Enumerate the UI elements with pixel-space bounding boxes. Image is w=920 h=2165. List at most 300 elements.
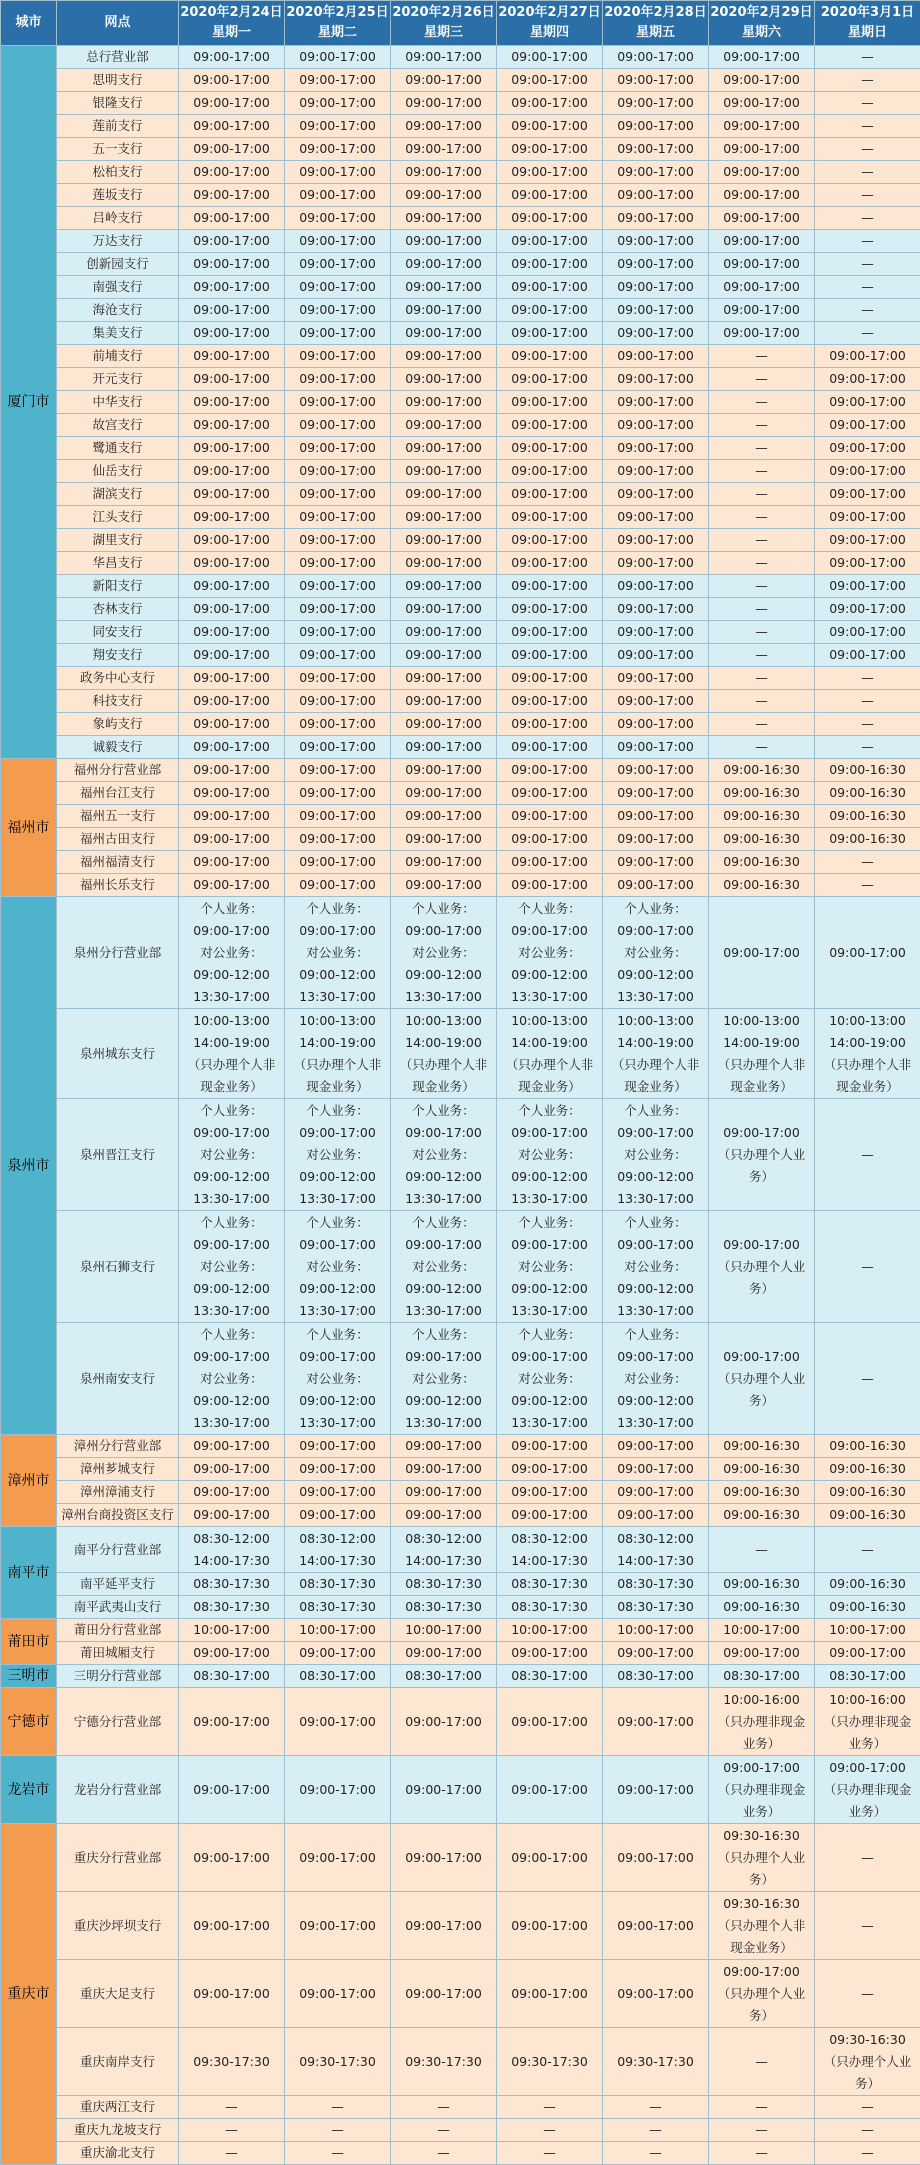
hours-line: 09:00-12:00 [392,964,495,986]
hours-line: 09:00-17:00 [392,874,495,896]
hours-closed [285,2142,391,2165]
branch-name: 南平分行营业部 [57,1527,179,1573]
hours-cell [391,1009,497,1099]
hours-cell [497,391,603,414]
hours-closed [709,621,815,644]
hours-line: 09:00-17:00 [180,483,283,505]
hours-line: 09:00-17:00 [392,184,495,206]
hours-line: 09:00-17:00 [180,253,283,275]
hours-line: 09:00-17:00 [180,828,283,850]
hours-closed [815,736,920,759]
hours-cell [391,1824,497,1892]
hours-line: 09:00-17:00 [710,322,813,344]
hours-line: 14:00-19:00 [392,1032,495,1054]
branch-name: 吕岭支行 [57,207,179,230]
hours-line: 09:00-17:00 [816,437,919,459]
table-row [1,552,920,575]
hours-line: 09:00-17:00 [604,851,707,873]
hours-line: 09:00-17:00 [286,920,389,942]
hours-line: 14:00-17:30 [286,1550,389,1572]
hours-closed [709,483,815,506]
hours-line: 09:00-17:00 [604,920,707,942]
hours-cell [391,1211,497,1323]
hours-line: 08:30-17:30 [498,1573,601,1595]
hours-line: 13:30-17:00 [498,986,601,1008]
hours-cell [179,414,285,437]
hours-line: 对公业务： [604,1144,707,1166]
hours-line: 08:30-17:00 [710,1665,813,1687]
hours-cell [391,782,497,805]
hours-line: 个人业务： [498,1212,601,1234]
hours-line: 09:00-17:00 [710,46,813,68]
hours-line: 09:00-17:00 [180,782,283,804]
hours-cell [179,828,285,851]
branch-name: 福州福清支行 [57,851,179,874]
branch-name: 漳州分行营业部 [57,1435,179,1458]
hours-cell [497,161,603,184]
hours-closed [815,1211,920,1323]
hours-cell [497,207,603,230]
hours-line: 09:30-17:30 [392,2051,495,2073]
hours-cell [391,368,497,391]
hours-line: 个人业务： [286,1100,389,1122]
hours-line: 09:00-17:00 [816,942,919,964]
hours-line: 对公业务： [392,1256,495,1278]
hours-line: 09:00-17:00 [286,529,389,551]
branch-name: 银隆支行 [57,92,179,115]
hours-closed [815,322,920,345]
hours-line: 对公业务： [498,942,601,964]
hours-cell [179,69,285,92]
branch-name: 同安支行 [57,621,179,644]
hours-line: 09:00-17:00 [286,1779,389,1801]
hours-cell [285,1435,391,1458]
hours-line: 14:00-19:00 [286,1032,389,1054]
hours-line: 09:00-17:00 [180,851,283,873]
hours-line: 09:00-17:00 [392,1234,495,1256]
hours-cell [285,828,391,851]
hours-cell [815,1756,920,1824]
hours-line: 个人业务： [286,1212,389,1234]
hours-line: 09:00-17:00 [604,552,707,574]
hours-cell [709,828,815,851]
hours-line: 14:00-19:00 [498,1032,601,1054]
hours-line: 09:00-17:00 [286,759,389,781]
hours-line: 14:00-19:00 [710,1032,813,1054]
hours-closed [709,345,815,368]
hours-cell [285,598,391,621]
hours-cell [391,1504,497,1527]
hours-line: 09:00-17:00 [180,1711,283,1733]
hours-cell [603,782,709,805]
hours-closed [179,2096,285,2119]
hours-cell [603,253,709,276]
hours-line: 09:00-17:00 [180,414,283,436]
hours-line: 09:00-17:00 [710,299,813,321]
hours-cell [285,1688,391,1756]
hours-line: 09:00-17:00 [286,874,389,896]
hours-line: 08:30-17:00 [498,1665,601,1687]
hours-line: — [604,2142,707,2164]
hours-line: 09:00-17:00 [710,115,813,137]
hours-cell [179,1619,285,1642]
hours-line: — [604,2119,707,2141]
hours-cell [815,414,920,437]
table-row [1,1009,920,1099]
hours-cell [497,1458,603,1481]
hours-cell [603,1435,709,1458]
hours-line: 09:00-17:00 [816,598,919,620]
hours-cell [285,1099,391,1211]
hours-line: 09:00-17:00 [286,644,389,666]
hours-line: — [604,2096,707,2118]
hours-line: 13:30-17:00 [286,1188,389,1210]
hours-line: 13:30-17:00 [392,1412,495,1434]
hours-line: 10:00-13:00 [286,1010,389,1032]
hours-line: — [710,414,813,436]
hours-line: 09:00-17:00 [604,1779,707,1801]
hours-line: 09:00-16:30 [816,782,919,804]
hours-cell [391,713,497,736]
hours-line: — [710,506,813,528]
hours-line: 09:00-17:00 [604,322,707,344]
branch-name: 南强支行 [57,276,179,299]
branch-name: 莲前支行 [57,115,179,138]
hours-line: （只办理个人非 [180,1054,283,1076]
hours-line: 09:00-17:00 [180,805,283,827]
hours-line: 09:00-17:00 [710,69,813,91]
hours-line: — [816,230,919,252]
hours-line: 务） [816,2073,919,2095]
hours-cell [709,230,815,253]
table-row [1,276,920,299]
hours-cell [179,897,285,1009]
hours-cell [497,483,603,506]
branch-name: 莆田城厢支行 [57,1642,179,1665]
hours-cell [179,1481,285,1504]
hours-line: 09:30-16:30 [710,1893,813,1915]
hours-cell [285,69,391,92]
hours-cell [391,1527,497,1573]
hours-line: 13:30-17:00 [604,1188,707,1210]
hours-cell [709,253,815,276]
hours-line: 08:30-17:30 [498,1596,601,1618]
branch-name: 莆田分行营业部 [57,1619,179,1642]
table-row [1,1435,920,1458]
hours-line: 09:00-17:00 [498,874,601,896]
hours-line: 09:00-17:00 [286,575,389,597]
hours-line: （只办理个人业 [816,2051,919,2073]
hours-line: 09:00-16:30 [710,1596,813,1618]
hours-line: 09:00-17:00 [604,299,707,321]
hours-line: 09:00-16:30 [816,1573,919,1595]
hours-line: 09:00-17:00 [286,828,389,850]
hours-line: 09:00-17:00 [392,299,495,321]
table-row [1,1527,920,1573]
header-date: 2020年2月24日 [180,5,282,20]
hours-cell [391,667,497,690]
header-city: 城市 [1,1,57,46]
city-cell: 宁德市 [1,1688,57,1756]
hours-cell [285,391,391,414]
table-row [1,1211,920,1323]
hours-line: 09:00-17:00 [180,621,283,643]
hours-line: 09:00-17:00 [604,1481,707,1503]
hours-line: 09:00-17:00 [180,276,283,298]
hours-line: 09:00-17:00 [180,598,283,620]
hours-line: 09:00-17:00 [710,138,813,160]
hours-line: 09:00-17:00 [392,391,495,413]
hours-line: 10:00-17:00 [392,1619,495,1641]
hours-cell [179,1642,285,1665]
hours-line: 09:00-17:00 [498,460,601,482]
hours-cell [179,667,285,690]
hours-line: 09:00-17:00 [180,529,283,551]
branch-name: 福州分行营业部 [57,759,179,782]
table-row [1,1573,920,1596]
hours-cell [391,460,497,483]
hours-cell [391,345,497,368]
hours-line: （只办理非现金 [710,1711,813,1733]
hours-cell [391,851,497,874]
hours-line: 对公业务： [498,1144,601,1166]
branch-name: 仙岳支行 [57,460,179,483]
hours-cell [497,1596,603,1619]
hours-line: 14:00-17:30 [604,1550,707,1572]
hours-cell [603,621,709,644]
hours-cell [497,437,603,460]
city-cell: 莆田市 [1,1619,57,1665]
hours-line: — [816,736,919,758]
hours-line: 个人业务： [286,898,389,920]
hours-cell [709,69,815,92]
hours-line: 09:00-17:00 [498,92,601,114]
header-weekday: 星期六 [742,25,781,40]
hours-closed [709,598,815,621]
table-row [1,1619,920,1642]
hours-line: 13:30-17:00 [392,986,495,1008]
hours-line: （只办理个人非 [710,1054,813,1076]
hours-line: 13:30-17:00 [180,1412,283,1434]
hours-cell [285,115,391,138]
hours-line: 现金业务） [816,1076,919,1098]
branch-name: 泉州晋江支行 [57,1099,179,1211]
hours-cell [603,46,709,69]
hours-line: 13:30-17:00 [498,1412,601,1434]
hours-line: 09:00-17:00 [816,575,919,597]
hours-line: 09:00-17:00 [604,1847,707,1869]
hours-closed [709,2142,815,2165]
hours-cell [285,253,391,276]
branch-name: 漳州漳浦支行 [57,1481,179,1504]
hours-line: 09:00-17:00 [180,138,283,160]
branch-name: 诚毅支行 [57,736,179,759]
hours-line: 09:00-17:00 [286,598,389,620]
hours-cell [285,460,391,483]
hours-line: 09:00-17:00 [498,1481,601,1503]
hours-line: 09:00-17:00 [180,1122,283,1144]
hours-cell [709,161,815,184]
hours-cell [815,552,920,575]
hours-closed [391,2119,497,2142]
branch-name: 重庆分行营业部 [57,1824,179,1892]
hours-line: 个人业务： [180,1324,283,1346]
hours-cell [179,161,285,184]
hours-cell [497,1009,603,1099]
hours-cell [391,1756,497,1824]
hours-cell [391,759,497,782]
hours-line: 业务） [710,1733,813,1755]
hours-line: 09:00-17:00 [604,46,707,68]
hours-line: 09:00-17:00 [180,1458,283,1480]
hours-line: 09:00-12:00 [392,1278,495,1300]
branch-name: 故宫支行 [57,414,179,437]
hours-line: 09:00-17:00 [392,1847,495,1869]
hours-line: 14:00-17:30 [392,1550,495,1572]
hours-line: 对公业务： [604,1368,707,1390]
hours-line: 09:00-17:00 [180,1915,283,1937]
hours-line: 09:00-17:00 [286,69,389,91]
hours-line: 09:00-17:00 [286,1642,389,1664]
hours-line: （只办理非现金 [816,1711,919,1733]
hours-closed [391,2142,497,2165]
hours-line: 09:00-17:00 [286,1122,389,1144]
hours-line: 09:00-17:00 [498,529,601,551]
hours-cell [285,92,391,115]
hours-cell [497,644,603,667]
hours-cell [709,276,815,299]
hours-cell [497,1688,603,1756]
hours-line: — [816,1983,919,2005]
hours-line: 09:00-17:00 [286,138,389,160]
hours-cell [391,299,497,322]
hours-cell [285,46,391,69]
hours-cell [709,92,815,115]
hours-cell [285,184,391,207]
hours-line: — [710,1539,813,1561]
hours-cell [179,230,285,253]
hours-line: 09:00-17:00 [604,460,707,482]
hours-line: 09:00-17:00 [286,506,389,528]
hours-cell [709,207,815,230]
hours-line: 08:30-17:30 [604,1573,707,1595]
hours-line: 09:00-17:00 [604,1122,707,1144]
hours-cell [815,345,920,368]
hours-line: 09:00-17:00 [604,115,707,137]
hours-line: 09:00-17:00 [498,253,601,275]
branch-name: 重庆大足支行 [57,1960,179,2028]
hours-cell [603,598,709,621]
hours-cell [815,391,920,414]
table-row [1,92,920,115]
hours-line: 09:00-17:00 [498,805,601,827]
hours-cell [497,322,603,345]
hours-line: — [816,2119,919,2141]
hours-cell [391,552,497,575]
hours-line: — [816,1144,919,1166]
hours-cell [603,690,709,713]
hours-closed [815,230,920,253]
hours-line: 09:00-17:00 [816,1642,919,1664]
hours-cell [179,345,285,368]
branch-name: 政务中心支行 [57,667,179,690]
header-date: 2020年2月28日 [604,5,706,20]
hours-line: 09:00-17:00 [180,161,283,183]
hours-cell [709,1619,815,1642]
hours-line: 13:30-17:00 [180,1188,283,1210]
hours-line: 08:30-17:00 [286,1665,389,1687]
hours-line: 09:00-17:00 [180,115,283,137]
hours-closed [815,1323,920,1435]
hours-line: 09:00-17:00 [604,184,707,206]
hours-cell [815,1504,920,1527]
header-row [1,1,920,46]
hours-cell [179,207,285,230]
branch-name: 重庆沙坪坝支行 [57,1892,179,1960]
hours-line: 09:00-17:00 [392,1435,495,1457]
hours-line: 09:00-17:00 [392,1504,495,1526]
hours-cell [497,1323,603,1435]
hours-cell [391,690,497,713]
hours-cell [709,805,815,828]
hours-line: — [710,483,813,505]
hours-line: 09:00-17:00 [286,1481,389,1503]
hours-line: 08:30-17:00 [816,1665,919,1687]
hours-cell [709,1892,815,1960]
hours-cell [391,1481,497,1504]
hours-line: 09:00-17:00 [392,644,495,666]
hours-line: 现金业务） [498,1076,601,1098]
hours-closed [815,851,920,874]
hours-line: 09:00-17:00 [392,1711,495,1733]
hours-cell [497,1504,603,1527]
hours-line: 09:00-17:00 [286,667,389,689]
hours-cell [497,598,603,621]
header-weekday: 星期一 [212,25,251,40]
hours-line: 09:00-12:00 [604,1278,707,1300]
hours-closed [497,2142,603,2165]
table-row [1,828,920,851]
hours-cell [709,1504,815,1527]
hours-line: 09:00-17:00 [392,1915,495,1937]
hours-line: 09:00-17:00 [604,575,707,597]
table-row [1,1665,920,1688]
table-row [1,782,920,805]
hours-line: 09:00-17:00 [286,1234,389,1256]
hours-cell [179,690,285,713]
hours-cell [391,322,497,345]
table-row [1,460,920,483]
hours-closed [815,2142,920,2165]
hours-line: 个人业务： [604,1324,707,1346]
hours-cell [179,575,285,598]
city-cell: 南平市 [1,1527,57,1619]
hours-line: （只办理个人业 [710,1368,813,1390]
hours-line: 09:00-17:00 [392,1122,495,1144]
hours-cell [179,460,285,483]
hours-line: （只办理个人非 [286,1054,389,1076]
hours-line: （只办理个人业 [710,1256,813,1278]
hours-line: 09:00-16:30 [710,828,813,850]
hours-line: 09:00-17:00 [392,230,495,252]
hours-cell [391,184,497,207]
hours-line: 09:00-17:00 [816,345,919,367]
hours-cell [285,1756,391,1824]
hours-line: 09:00-17:00 [710,161,813,183]
hours-cell [179,1099,285,1211]
hours-line: 09:00-17:00 [392,782,495,804]
table-row [1,2028,920,2096]
